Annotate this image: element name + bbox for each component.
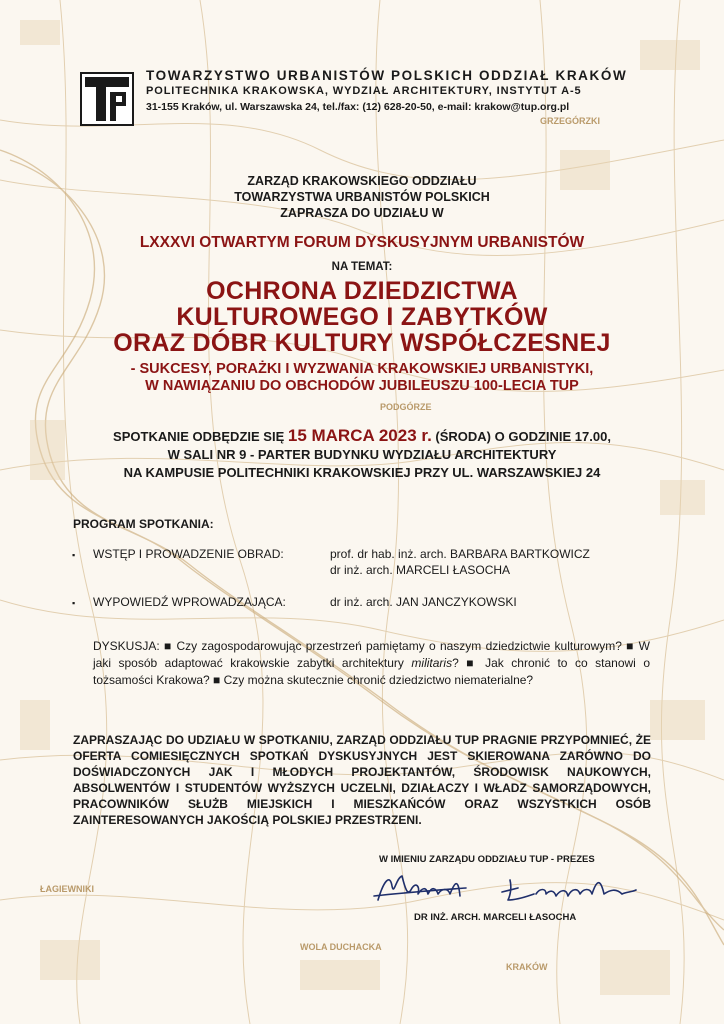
meeting-date-line — [0, 427, 724, 446]
bullet: ▪ — [72, 598, 76, 608]
map-label: KRAKÓW — [506, 962, 548, 972]
discussion-text: ? ■ Jak chronić to co stanowi o tożsamości Krakowa? ■ Czy można skutecznie chronić dziedzictwo niematerialne? — [93, 656, 650, 687]
topic-label: NA TEMAT: — [331, 261, 393, 273]
program-label: PROGRAM SPOTKANIA: — [73, 517, 214, 531]
signature-role: W IMIENIU ZARZĄDU ODDZIAŁU TUP - PREZES — [379, 854, 595, 865]
handwritten-signature — [370, 866, 640, 912]
map-label: PODGÓRZE — [380, 402, 432, 412]
program-item-person: prof. dr hab. inż. arch. BARBARA BARTKOWICZ — [330, 547, 590, 561]
meeting-location: W SALI NR 9 - PARTER BUDYNKU WYDZIAŁU ARCHITEKTURY — [167, 447, 557, 462]
program-item-label: WYPOWIEDŹ WPROWADZAJĄCA: — [93, 595, 286, 609]
invitation-line: ZARZĄD KRAKOWSKIEGO ODDZIAŁU — [247, 174, 477, 188]
meeting-prefix: SPOTKANIE ODBĘDZIE SIĘ — [113, 429, 288, 444]
invitation-line: ZAPRASZA DO UDZIAŁU W — [280, 206, 444, 220]
map-label: GRZEGÓRZKI — [540, 116, 600, 126]
subtitle-line: - SUKCESY, PORAŻKI I WYZWANIA KRAKOWSKIEJ URBANISTYKI, — [130, 361, 594, 377]
discussion-italic: militaris — [411, 656, 453, 670]
invitation-line: TOWARZYSTWA URBANISTÓW POLSKICH — [234, 190, 490, 204]
map-label: WOLA DUCHACKA — [300, 942, 382, 952]
closing-paragraph: ZAPRASZAJĄC DO UDZIAŁU W SPOTKANIU, ZARZĄD ODDZIAŁU TUP PRAGNIE PRZYPOMNIEĆ, ŻE OFERTA COMIESIĘCZNYCH SPOTKAŃ DYSKUSYJNYCH JEST SKIEROWANA ZARÓWNO DO DOŚWIADCZONYCH JAK I MŁODYCH PROJEKTANTÓW, ŚRODOWISK NAUKOWYCH, ABSOLWENTÓW I STUDENTÓW WYŻSZYCH UCZELNI, DZIAŁACZY I WŁADZ SAMORZĄDOWYCH, PRACOWNIKÓW SŁUŻB MIEJSKICH I MIESZKAŃCÓW ORAZ WSZYSTKICH OSÓB ZAINTERESOWANYCH JAKOŚCIĄ POLSKIEJ PRZESTRZENI. — [73, 733, 651, 827]
program-item-label: WSTĘP I PROWADZENIE OBRAD: — [93, 547, 284, 561]
title-line: OCHRONA DZIEDZICTWA — [206, 277, 518, 305]
org-address: 31-155 Kraków, ul. Warszawska 24, tel./fax: (12) 628-20-50, e-mail: krakow@tup.org.pl — [146, 101, 570, 113]
program-item-person: dr inż. arch. MARCELI ŁASOCHA — [330, 563, 511, 577]
subtitle-line: W NAWIĄZANIU DO OBCHODÓW JUBILEUSZU 100-LECIA TUP — [145, 378, 579, 394]
org-name: TOWARZYSTWO URBANISTÓW POLSKICH ODDZIAŁ KRAKÓW — [146, 68, 628, 83]
meeting-date: 15 MARCA 2023 r. — [287, 426, 432, 445]
discussion-text: ■ Czy zagospodarowując przestrzeń pamiętamy o naszym dziedzictwie kulturowym? ■ W jaki sposób adaptować krakowskie zabytki architektury — [93, 639, 650, 670]
program-item-person: dr inż. arch. JAN JANCZYKOWSKI — [330, 595, 517, 609]
discussion-label: DYSKUSJA: — [93, 639, 160, 653]
meeting-suffix: (ŚRODA) O GODZINIE 17.00, — [431, 429, 611, 444]
meeting-campus: NA KAMPUSIE POLITECHNIKI KRAKOWSKIEJ PRZY UL. WARSZAWSKIEJ 24 — [123, 465, 601, 480]
map-label: ŁAGIEWNIKI — [40, 884, 94, 894]
forum-name: LXXXVI OTWARTYM FORUM DYSKUSYJNYM URBANISTÓW — [139, 234, 585, 251]
title-line: ORAZ DÓBR KULTURY WSPÓŁCZESNEJ — [113, 329, 611, 357]
signature-name: DR INŻ. ARCH. MARCELI ŁASOCHA — [414, 912, 577, 923]
org-subtitle: POLITECHNIKA KRAKOWSKA, WYDZIAŁ ARCHITEKTURY, INSTYTUT A-5 — [146, 85, 582, 97]
tup-logo-icon — [80, 72, 134, 126]
discussion-paragraph — [93, 638, 650, 689]
bullet: ▪ — [72, 550, 76, 560]
title-line: KULTUROWEGO I ZABYTKÓW — [176, 303, 548, 331]
